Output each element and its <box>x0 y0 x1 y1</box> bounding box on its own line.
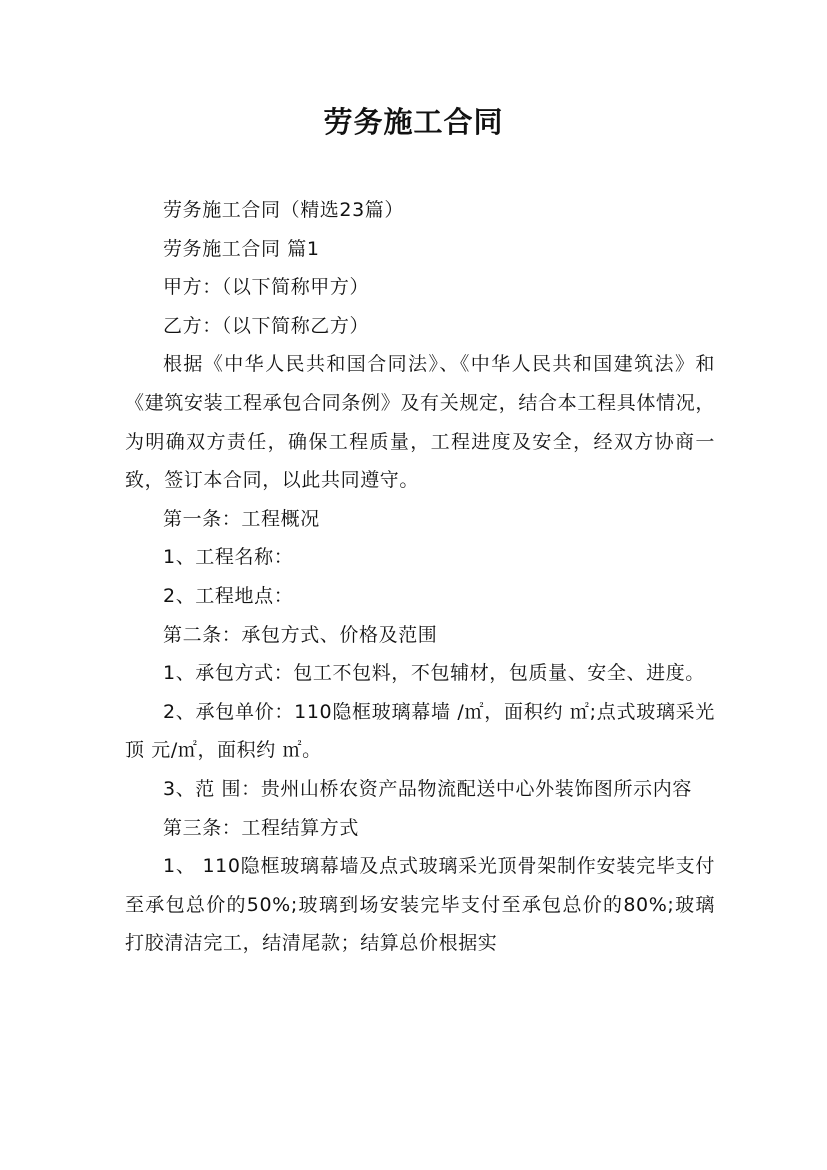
paragraph-party-b: 乙方：（以下简称乙方） <box>163 314 370 337</box>
document-title: 劳务施工合同 <box>323 105 504 139</box>
paragraph-party-a: 甲方：（以下简称甲方） <box>163 276 370 299</box>
paragraph-project-name: 1、工程名称： <box>163 546 294 569</box>
paragraph-section-heading: 劳务施工合同 篇1 <box>163 237 320 260</box>
paragraph-preamble: 根据《中华人民共和国合同法》、《中华人民共和国建筑法》和《建筑安装工程承包合同条例》及有关规定，结合本工程具体情况，为明确双方责任，确保工程质量，工程进度及安全，经双方协商一致，签订本合同，以此共同遵守。 <box>125 353 715 492</box>
paragraph-project-location: 2、工程地点： <box>163 584 294 607</box>
paragraph-settlement: 1、 110隐框玻璃幕墙及点式玻璃采光顶骨架制作安装完毕支付至承包总价的50%;玻璃到场安装完毕支付至承包总价的80%;玻璃打胶清洁完工，结清尾款；结算总价根据实 <box>125 855 715 955</box>
paragraph-unit-price: 2、承包单价：110隐框玻璃幕墙 /㎡，面积约 ㎡;点式玻璃采光顶 元/㎡，面积约 ㎡。 <box>125 700 715 762</box>
paragraph-article-1-heading: 第一条：工程概况 <box>163 507 320 530</box>
paragraph-article-3-heading: 第三条：工程结算方式 <box>163 816 360 839</box>
paragraph-article-2-heading: 第二条：承包方式、价格及范围 <box>163 623 438 646</box>
paragraph-subtitle: 劳务施工合同（精选23篇） <box>163 199 404 221</box>
document-body <box>125 191 715 963</box>
paragraph-contract-method: 1、承包方式：包工不包料，不包辅材，包质量、安全、进度。 <box>163 662 705 685</box>
paragraph-scope: 3、范 围：贵州山桥农资产品物流配送中心外装饰图所示内容 <box>163 777 692 800</box>
